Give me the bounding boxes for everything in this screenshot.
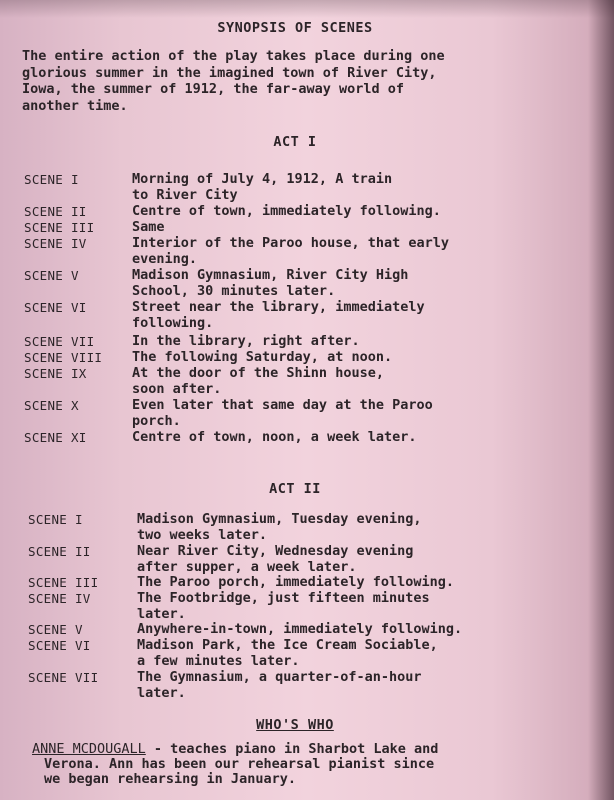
scene-description <box>132 220 165 236</box>
scene-description-line: Anywhere-in-town, immediately following. <box>137 621 463 637</box>
scene-description <box>137 670 421 701</box>
scene-label: SCENE III <box>28 575 99 590</box>
scene-description-line: In the library, right after. <box>132 333 360 349</box>
scene-description <box>137 544 413 575</box>
whos-who-first-line <box>32 742 592 757</box>
scene-description-line: Centre of town, immediately following. <box>132 203 441 219</box>
scene-description-line: School, 30 minutes later. <box>132 282 336 299</box>
scene-label: SCENE IX <box>24 366 87 381</box>
scene-label: SCENE X <box>24 398 79 413</box>
scene-description-line: The Gymnasium, a quarter-of-an-hour <box>137 669 422 685</box>
scene-description <box>132 334 360 350</box>
scene-description-line: Near River City, Wednesday evening <box>137 543 414 559</box>
scene-description <box>132 350 392 366</box>
page-title: SYNOPSIS OF SCENES <box>217 20 373 36</box>
scene-label: SCENE XI <box>24 430 87 445</box>
scene-description-line: a few minutes later. <box>137 652 300 669</box>
scene-label: SCENE V <box>24 268 79 283</box>
intro-line: Iowa, the summer of 1912, the far-away world of <box>22 81 405 97</box>
scene-description-line: Madison Gymnasium, Tuesday evening, <box>137 511 422 527</box>
scene-description-line: The Footbridge, just fifteen minutes <box>137 590 430 606</box>
scene-description-line: At the door of the Shinn house, <box>132 365 384 381</box>
intro-paragraph <box>22 48 582 114</box>
scene-description <box>137 575 454 591</box>
scene-label: SCENE II <box>24 204 87 219</box>
scene-description-line: Morning of July 4, 1912, A train <box>132 171 393 187</box>
scene-description-line: after supper, a week later. <box>137 558 357 575</box>
scene-description <box>132 236 449 267</box>
intro-line: glorious summer in the imagined town of River City, <box>22 64 437 81</box>
scene-description-line: evening. <box>132 250 198 267</box>
scene-label: SCENE IV <box>24 236 87 251</box>
scene-row <box>0 236 600 270</box>
scene-description-line: Madison Park, the Ice Cream Sociable, <box>137 637 438 653</box>
scene-description-line: Madison Gymnasium, River City High <box>132 267 409 283</box>
scene-description <box>132 172 392 203</box>
scene-description <box>132 268 408 299</box>
scene-row <box>0 398 600 432</box>
scene-label: SCENE I <box>28 512 83 527</box>
scene-label: SCENE V <box>28 622 83 637</box>
scene-label: SCENE III <box>24 220 95 235</box>
scene-description <box>132 300 425 331</box>
scene-label: SCENE II <box>28 544 91 559</box>
scene-row <box>0 544 600 578</box>
intro-line: The entire action of the play takes place during one <box>22 48 445 64</box>
act2-heading: ACT II <box>269 481 321 497</box>
scene-description-line: The Paroo porch, immediately following. <box>137 574 454 590</box>
cast-member-name: ANNE MCDOUGALL <box>32 741 146 757</box>
scene-label: SCENE VIII <box>24 350 103 365</box>
scene-description-line: Street near the library, immediately <box>132 299 425 315</box>
scene-row <box>0 430 600 464</box>
scene-description-line: two weeks later. <box>137 526 268 543</box>
scene-row <box>0 670 600 704</box>
scene-description <box>132 204 441 220</box>
whos-who-entry <box>32 742 592 787</box>
scene-description <box>132 366 384 397</box>
scene-label: SCENE I <box>24 172 79 187</box>
act1-heading: ACT I <box>273 134 317 150</box>
scene-description-line: Centre of town, noon, a week later. <box>132 429 417 445</box>
scene-label: SCENE VII <box>28 670 99 685</box>
scene-description <box>137 512 421 543</box>
whos-who-heading: WHO'S WHO <box>256 717 334 733</box>
scene-description <box>137 591 430 622</box>
cast-member-bio-start: - teaches piano in Sharbot Lake and <box>145 741 439 757</box>
scene-description-line: Interior of the Paroo house, that early <box>132 235 449 251</box>
scene-description-line: Same <box>132 219 165 235</box>
scene-row <box>0 638 600 672</box>
scene-description-line: porch. <box>132 412 181 429</box>
scene-description-line: later. <box>137 605 186 622</box>
scene-description-line: to River City <box>132 186 238 203</box>
scene-label: SCENE VI <box>28 638 91 653</box>
scene-description-line: Even later that same day at the Paroo <box>132 397 433 413</box>
scene-description <box>137 638 438 669</box>
cast-member-bio-line: we began rehearsing in January. <box>44 771 296 787</box>
page-top-shadow <box>0 0 614 18</box>
scene-row <box>0 366 600 400</box>
scene-description <box>132 430 416 446</box>
scene-label: SCENE VII <box>24 334 95 349</box>
scene-row <box>0 300 600 334</box>
scene-label: SCENE VI <box>24 300 87 315</box>
scene-description-line: soon after. <box>132 380 222 397</box>
scene-row <box>0 268 600 302</box>
scene-description-line: later. <box>137 684 186 701</box>
scene-row <box>0 512 600 546</box>
cast-member-bio-line: Verona. Ann has been our rehearsal pianist since <box>44 756 435 772</box>
scene-row <box>0 172 600 206</box>
scene-description-line: following. <box>132 314 214 331</box>
scene-row <box>0 591 600 625</box>
scene-description <box>137 622 462 638</box>
scene-description <box>132 398 433 429</box>
intro-line: another time. <box>22 97 128 114</box>
scene-description-line: The following Saturday, at noon. <box>132 349 393 365</box>
scene-label: SCENE IV <box>28 591 91 606</box>
